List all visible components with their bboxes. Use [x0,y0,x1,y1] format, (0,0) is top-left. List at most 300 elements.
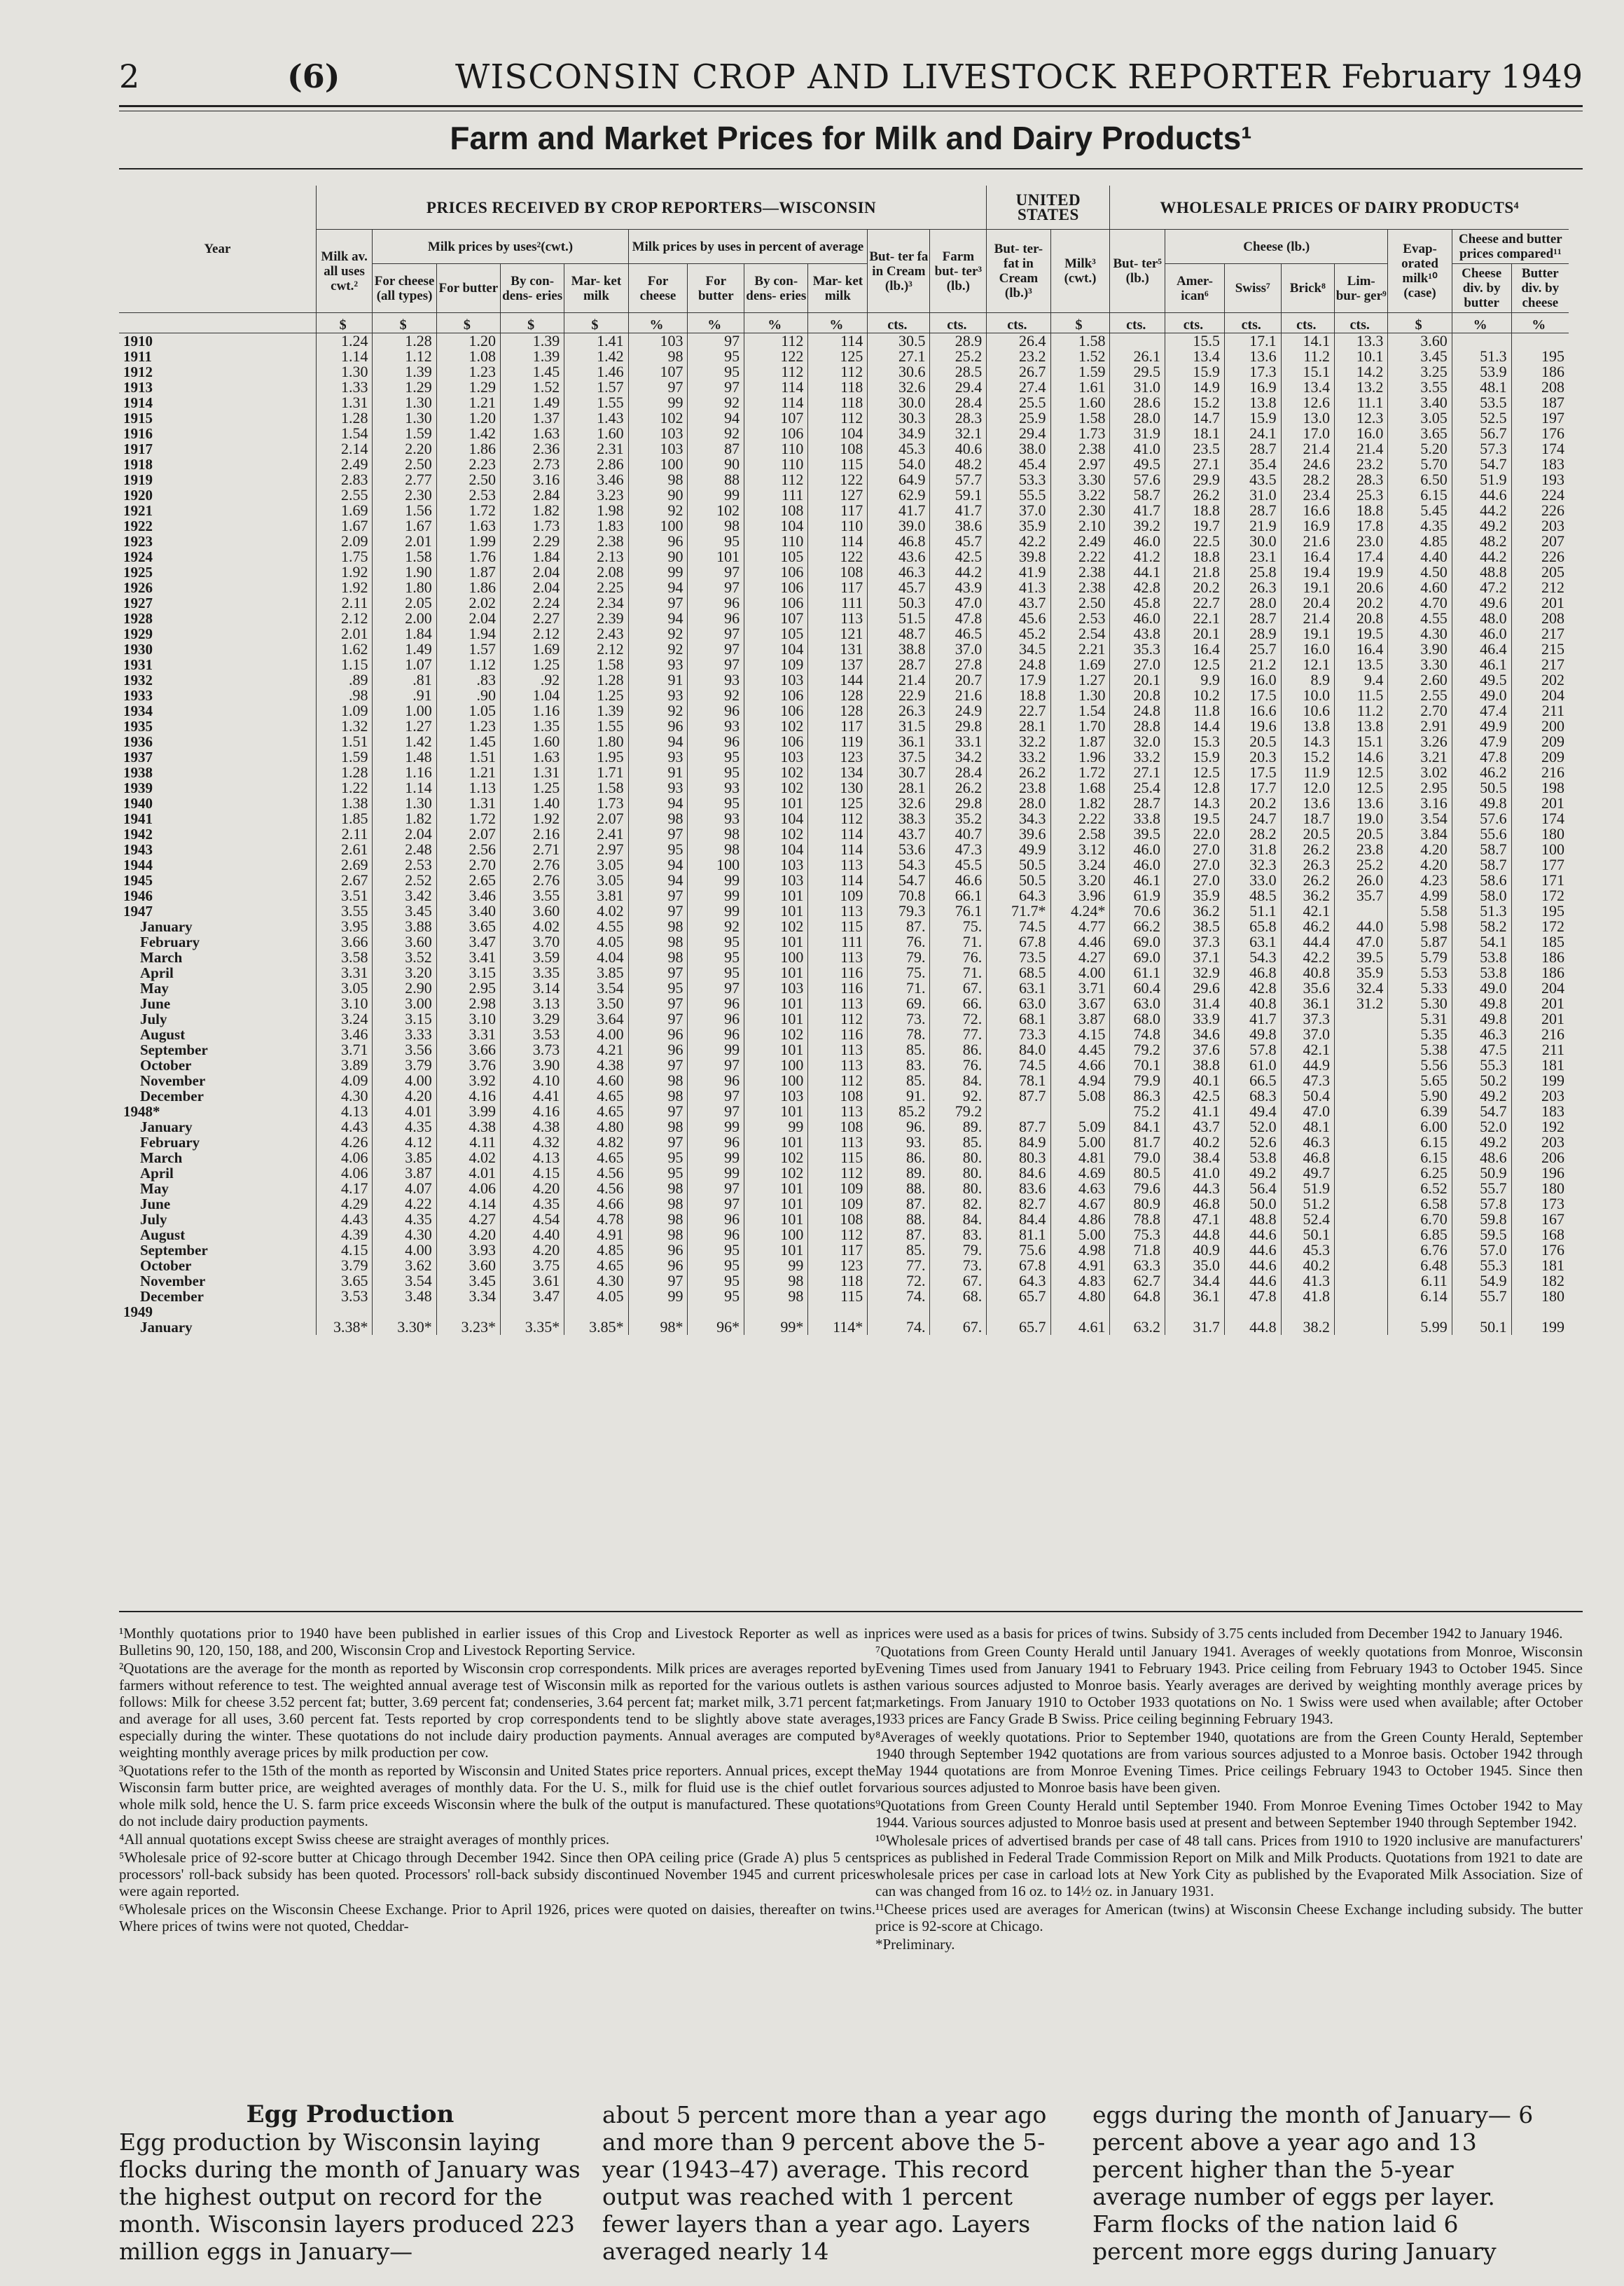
table-cell: 47.8 [930,611,987,626]
table-cell: 3.15 [373,1011,436,1027]
table-cell: 53.8 [1452,950,1511,965]
table-cell: 94 [628,857,688,873]
table-cell: 1.87 [1050,734,1110,749]
table-cell: 28.8 [1110,719,1165,734]
table-cell: 4.67 [1050,1196,1110,1212]
table-cell: 103 [744,749,808,765]
table-cell: 13.8 [1224,395,1281,410]
table-cell: 93 [688,719,744,734]
table-cell: 6.15 [1388,1135,1452,1150]
table-cell: 110 [808,518,868,534]
table-cell: 98 [628,1196,688,1212]
table-cell: 4.99 [1388,888,1452,903]
table-cell: 3.53 [316,1289,373,1304]
table-cell: 100 [744,1073,808,1088]
table-cell: 6.85 [1388,1227,1452,1242]
table-cell: 17.3 [1224,364,1281,380]
table-cell: 93 [688,811,744,826]
table-cell: 87. [868,1227,930,1242]
section-rule [119,168,1583,169]
table-cell: 5.99 [1388,1319,1452,1335]
table-cell: 1.27 [1050,672,1110,688]
table-cell: 114 [808,534,868,549]
table-cell: 95 [688,1273,744,1289]
table-cell: 4.13 [501,1150,564,1165]
table-cell: 48.5 [1224,888,1281,903]
table-cell: 31.2 [1335,996,1388,1011]
table-cell: 78.8 [1110,1212,1165,1227]
table-row [119,919,1569,934]
table-cell: 13.6 [1335,796,1388,811]
table-cell: 5.70 [1388,457,1452,472]
table-cell [1050,1304,1110,1319]
unit-cell: cts. [930,313,987,333]
table-cell: 4.05 [564,934,628,950]
table-cell: 84.9 [987,1135,1050,1150]
table-cell: 5.58 [1388,903,1452,919]
table-cell: 84. [930,1212,987,1227]
table-cell: 34.2 [930,749,987,765]
table-cell: 3.60 [501,903,564,919]
table-cell: 4.69 [1050,1165,1110,1181]
table-cell: 4.02 [436,1150,500,1165]
table-cell: 128 [808,688,868,703]
table-cell: 15.9 [1224,410,1281,426]
table-cell: 50.2 [1452,1073,1511,1088]
row-year: 1946 [123,887,153,904]
col-header: Mar- ket milk [564,264,628,313]
table-cell: 3.05 [564,857,628,873]
table-cell: 21.4 [1281,611,1334,626]
table-cell: 98 [628,1212,688,1227]
table-cell: 3.79 [373,1058,436,1073]
table-cell: 3.54 [1388,811,1452,826]
table-cell: 96 [628,534,688,549]
table-row [119,1304,1569,1319]
table-cell: 1.90 [373,564,436,580]
egg-article-col2 [602,2101,1064,2265]
table-cell: 1.37 [501,410,564,426]
table-cell: 4.15 [316,1242,373,1258]
milk-uses-header: Milk prices by uses²(cwt.) [373,230,628,264]
table-cell: 58.7 [1110,487,1165,503]
row-year: 1949 [123,1303,153,1320]
table-cell: 4.20 [501,1242,564,1258]
table-cell: 1.21 [436,765,500,780]
table-cell: 118 [808,380,868,395]
table-cell: 3.46 [564,472,628,487]
table-cell: 1.55 [564,719,628,734]
table-cell: 49.8 [1452,796,1511,811]
table-cell: 3.40 [436,903,500,919]
table-cell: 1.73 [501,518,564,534]
table-cell: 15.1 [1335,734,1388,749]
table-cell: 20.2 [1224,796,1281,811]
table-cell: 43.9 [930,580,987,595]
table-cell: 57.7 [930,472,987,487]
table-cell: 97 [688,333,744,349]
table-cell: 1.28 [373,333,436,349]
table-cell: 4.66 [1050,1058,1110,1073]
table-cell: 6.50 [1388,472,1452,487]
col-header: Mar- ket milk [808,264,868,313]
table-cell: 4.15 [1050,1027,1110,1042]
table-cell: 91 [628,672,688,688]
table-cell: 4.00 [1050,965,1110,981]
units-row [119,313,1569,333]
table-cell: 1.30 [373,410,436,426]
row-year: 1947 [123,903,153,920]
row-year: 1920 [123,487,153,504]
table-cell: 97 [628,380,688,395]
table-cell: 38.5 [1165,919,1225,934]
table-cell: 3.45 [1388,349,1452,364]
table-cell: 46.0 [1110,534,1165,549]
table-cell [1110,1304,1165,1319]
table-cell: 87. [868,1196,930,1212]
table-cell: 215 [1511,642,1569,657]
table-cell: 4.40 [1388,549,1452,564]
table-cell: 3.30 [1050,472,1110,487]
table-cell: 78. [868,1027,930,1042]
table-cell: 12.5 [1165,765,1225,780]
table-cell: 2.09 [316,534,373,549]
table-cell: 96 [688,996,744,1011]
table-cell: 23.4 [1281,487,1334,503]
table-cell: 113 [808,903,868,919]
table-cell: 42.2 [987,534,1050,549]
table-cell: 1.86 [436,580,500,595]
table-cell: 100 [688,857,744,873]
table-cell: 38.6 [930,518,987,534]
table-cell: 21.6 [1281,534,1334,549]
table-cell: 3.05 [564,873,628,888]
table-cell: 1.58 [373,549,436,564]
table-cell: 44.6 [1224,1273,1281,1289]
table-cell: 209 [1511,734,1569,749]
table-cell: 27.0 [1165,842,1225,857]
table-cell: 216 [1511,765,1569,780]
table-cell: 92 [688,395,744,410]
table-cell: 59.5 [1452,1227,1511,1242]
table-cell: 68.3 [1224,1088,1281,1104]
table-cell: 74.5 [987,919,1050,934]
table-cell: .89 [316,672,373,688]
table-cell: 33.8 [1110,811,1165,826]
table-cell: 11.1 [1335,395,1388,410]
table-cell: 3.64 [564,1011,628,1027]
table-cell: 97 [688,642,744,657]
table-cell: 55.7 [1452,1289,1511,1304]
table-cell: 46.0 [1452,626,1511,642]
table-cell: 101 [744,1135,808,1150]
table-cell: 4.23 [1388,873,1452,888]
table-cell: 88. [868,1212,930,1227]
table-cell: 3.16 [1388,796,1452,811]
table-cell: 4.02 [564,903,628,919]
table-cell: 95 [688,796,744,811]
table-cell: 113 [808,950,868,965]
col-header: Evap- orated milk¹⁰ (case) [1388,230,1452,313]
table-cell: 1.69 [1050,657,1110,672]
table-cell: 58.7 [1452,842,1511,857]
table-cell: 21.2 [1224,657,1281,672]
table-cell: 4.38 [501,1119,564,1135]
table-cell: 2.55 [1388,688,1452,703]
table-cell: 114 [808,333,868,349]
table-cell: 39.6 [987,826,1050,842]
table-cell: 46.3 [868,564,930,580]
table-cell: 14.6 [1335,749,1388,765]
table-cell: 203 [1511,1088,1569,1104]
table-cell: 201 [1511,996,1569,1011]
table-cell: 1.63 [436,518,500,534]
table-cell: 101 [744,1212,808,1227]
table-cell: 101 [744,1181,808,1196]
table-cell: 3.62 [373,1258,436,1273]
table-cell: 23.1 [1224,549,1281,564]
table-cell: 3.47 [436,934,500,950]
table-cell: 21.6 [930,688,987,703]
table-cell: 54.7 [1452,457,1511,472]
table-cell: 1.12 [373,349,436,364]
table-cell: 58.6 [1452,873,1511,888]
table-cell: 130 [808,780,868,796]
table-cell: 75.3 [1110,1227,1165,1242]
table-cell: 47.9 [1452,734,1511,749]
table-cell: 1.23 [436,364,500,380]
table-cell: 70.1 [1110,1058,1165,1073]
table-cell: 14.7 [1165,410,1225,426]
table-cell: 80. [930,1165,987,1181]
table-cell: 96 [688,734,744,749]
table-cell: 41.7 [868,503,930,518]
table-cell: 101 [744,965,808,981]
table-cell: 114 [808,842,868,857]
table-cell: 32.2 [987,734,1050,749]
table-row [119,1181,1569,1196]
table-cell: 4.55 [564,919,628,934]
table-cell: 62.9 [868,487,930,503]
table-cell: 38.4 [1165,1150,1225,1165]
table-cell: 46.2 [1452,765,1511,780]
table-cell: 1.30 [373,796,436,811]
table-cell: 84. [930,1073,987,1088]
table-cell: 173 [1511,1196,1569,1212]
table-cell: 171 [1511,873,1569,888]
table-cell: 85. [868,1042,930,1058]
table-cell: 134 [808,765,868,780]
table-cell: 31.5 [868,719,930,734]
table-cell: 1.85 [316,811,373,826]
table-cell: 57.8 [1452,1196,1511,1212]
table-cell: 125 [808,796,868,811]
table-cell: 1.56 [373,503,436,518]
table-cell: 3.10 [436,1011,500,1027]
table-cell: 96 [688,611,744,626]
table-row [119,611,1569,626]
table-cell: 3.40 [1388,395,1452,410]
table-cell: 89. [930,1119,987,1135]
table-cell: 5.33 [1388,981,1452,996]
table-cell: 1.48 [373,749,436,765]
table-cell: 127 [808,487,868,503]
table-cell: 167 [1511,1212,1569,1227]
table-cell: 106 [744,688,808,703]
table-row [119,1058,1569,1073]
table-cell: 27.0 [1165,857,1225,873]
table-cell: 99 [688,487,744,503]
table-cell: 62.7 [1110,1273,1165,1289]
table-cell: 14.3 [1281,734,1334,749]
table-cell: 4.56 [564,1181,628,1196]
table-cell: 5.31 [1388,1011,1452,1027]
table-cell: 2.70 [436,857,500,873]
table-cell: 2.14 [316,441,373,457]
table-cell: 4.65 [564,1258,628,1273]
table-row [119,1027,1569,1042]
table-cell: 103 [628,441,688,457]
table-cell: 3.55 [501,888,564,903]
table-cell: 131 [808,642,868,657]
table-cell: 99 [688,888,744,903]
table-cell: 13.6 [1224,349,1281,364]
table-cell: 176 [1511,1242,1569,1258]
table-cell: 187 [1511,395,1569,410]
table-cell: 34.9 [868,426,930,441]
table-cell: 1.41 [564,333,628,349]
table-row [119,564,1569,580]
table-cell: 2.49 [1050,534,1110,549]
table-cell: 109 [808,1196,868,1212]
table-cell: 5.00 [1050,1227,1110,1242]
table-cell: 1.08 [436,349,500,364]
table-cell: 47.0 [930,595,987,611]
table-cell: 5.09 [1050,1119,1110,1135]
table-cell: 42.1 [1281,903,1334,919]
row-year: August [140,1226,186,1243]
footnote: ¹Monthly quotations prior to 1940 have been published in earlier issues of this Crop and Livestock Reporter as well as in Bulletins 90, 120, 150, 188, and 200, Wisconsin Crop and Livestock Reporting Service. [119,1625,875,1658]
table-cell: 47.5 [1452,1042,1511,1058]
table-cell: 108 [744,503,808,518]
unit-cell: $ [1388,313,1452,333]
table-cell: 28.7 [1224,611,1281,626]
table-cell: 88. [868,1181,930,1196]
table-cell: 102 [744,919,808,934]
table-cell: 69.0 [1110,950,1165,965]
table-cell: 49.2 [1452,1088,1511,1104]
table-cell: 1.76 [436,549,500,564]
row-year: 1926 [123,579,153,596]
table-cell: 3.24 [1050,857,1110,873]
table-cell: 1.57 [564,380,628,395]
table-cell: 2.07 [564,811,628,826]
table-cell: 1.71 [564,765,628,780]
table-cell: 49.8 [1452,996,1511,1011]
table-cell: 47.8 [1452,749,1511,765]
row-year: 1915 [123,410,153,427]
table-cell: 40.7 [930,826,987,842]
table-cell: 1.60 [564,426,628,441]
table-cell: 46.5 [930,626,987,642]
table-cell: 97 [688,1104,744,1119]
table-cell: 2.11 [316,595,373,611]
table-cell: 6.39 [1388,1104,1452,1119]
table-cell: 3.60 [373,934,436,950]
table-cell: 2.07 [436,826,500,842]
table-cell: 29.4 [930,380,987,395]
table-cell: 1.42 [564,349,628,364]
table-cell: 1.52 [501,380,564,395]
table-cell: 108 [808,1212,868,1227]
section-title: Farm and Market Prices for Milk and Dairy Products¹ [450,120,1252,156]
table-cell: 17.5 [1224,688,1281,703]
table-cell: 37.5 [868,749,930,765]
table-cell: 47.2 [1452,580,1511,595]
table-cell: 125 [808,349,868,364]
table-cell: 4.81 [1050,1150,1110,1165]
table-cell: 20.2 [1165,580,1225,595]
table-cell [316,1304,373,1319]
table-cell: 41.2 [1110,549,1165,564]
table-cell: 13.3 [1335,333,1388,349]
table-cell: 96 [628,1027,688,1042]
table-cell: 40.2 [1165,1135,1225,1150]
table-cell: 16.0 [1335,426,1388,441]
table-cell: 119 [808,734,868,749]
table-cell: 96 [688,1073,744,1088]
table-cell: 95 [688,765,744,780]
table-cell: 84.6 [987,1165,1050,1181]
table-cell: 3.95 [316,919,373,934]
row-year: May [140,1180,169,1197]
table-cell [564,1304,628,1319]
table-cell: 61.9 [1110,888,1165,903]
table-cell [1335,1196,1388,1212]
table-cell: 13.4 [1281,380,1334,395]
row-year: December [140,1088,204,1104]
table-cell: 5.30 [1388,996,1452,1011]
table-cell: 39.0 [868,518,930,534]
table-cell: 46.4 [1452,642,1511,657]
table-cell: 90 [628,487,688,503]
table-cell: 3.25 [1388,364,1452,380]
milk-pct-header: Milk prices by uses in percent of average [628,230,868,264]
table-cell: 4.86 [1050,1212,1110,1227]
table-row [119,765,1569,780]
table-cell: 89. [868,1165,930,1181]
table-cell: 2.04 [436,611,500,626]
table-cell: 98 [628,950,688,965]
table-row [119,349,1569,364]
table-cell: 116 [808,965,868,981]
table-cell: 51.3 [1452,903,1511,919]
row-year: 1928 [123,610,153,627]
table-cell: 103 [744,873,808,888]
table-cell: 2.53 [436,487,500,503]
table-cell: 2.38 [1050,564,1110,580]
table-cell: 4.38 [436,1119,500,1135]
table-cell: .92 [501,672,564,688]
table-cell: 4.82 [564,1135,628,1150]
table-cell: 43.5 [1224,472,1281,487]
table-cell [987,1104,1050,1119]
table-cell: 102 [744,1165,808,1181]
row-year: 1925 [123,564,153,581]
table-row [119,873,1569,888]
table-cell: 79.2 [1110,1042,1165,1058]
table-cell [1335,1058,1388,1073]
